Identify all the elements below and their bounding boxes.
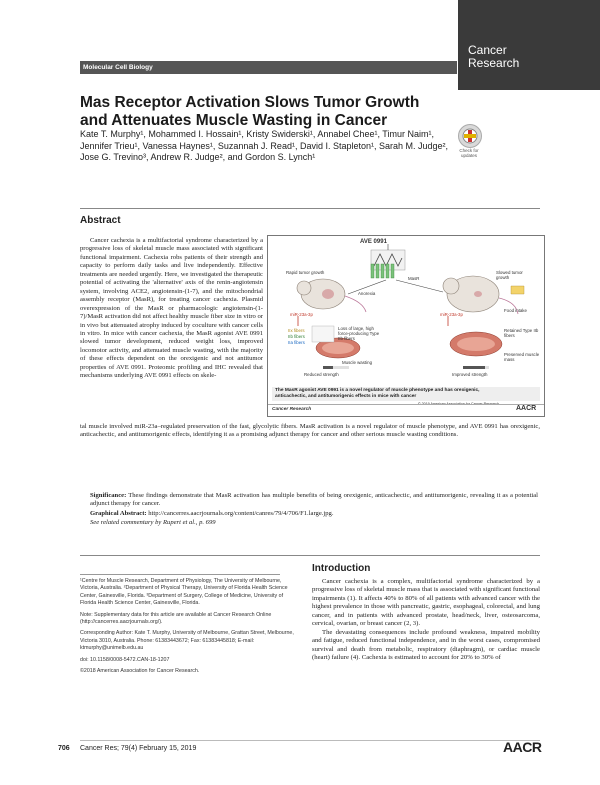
- ga-right-label: Slowed tumor growth: [496, 270, 523, 280]
- abstract-paragraph: Cancer cachexia is a multifactorial syndrome characterized by a progressive loss of skeletal muscle mass associated with significant functional impairment. Cachexia robs patients of their strength and capacity to perform daily tasks and live independently. Effective treatments are needed urgently. Here, we investigated the therapeutic potential of activating the 'alternative' axis of the renin-angiotensin system, involving ACE2, angiotensin-(1-7), and the mitochondrial assembly receptor (MasR), for treating cancer cachexia. Plasmid overexpression of the MasR or pharmacologic angiotensin-(1-7)/MasR activation did not affect healthy muscle fiber size in vitro or in vivo but attenuated atrophy induced by coculture with cancer cells in vitro. In mice with cancer cachexia, the MasR agonist AVE 0991 slowed tumor development, reduced weight loss, improved locomotor activity, and attenuated muscle wasting, with the majority of these effects dependent on the orexigenic and not antitumor properties of AVE 0991. Proteomic profiling and IHC revealed that mechanisms underlying AVE 0991 effects on skele-: [80, 237, 263, 380]
- affiliation-text: ¹Centre for Muscle Research, Department of Physiology, The University of Melbourne, Victoria, Australia. ²Department of Physical Therapy, University of Florida Health Science Center, Gainesville, Florida. ³Department of Surgery, College of Medicine, University of Florida Health Science Center, Gainesville, Florida.: [80, 578, 288, 607]
- ga-preserved-mass: Preserved muscle mass: [504, 352, 540, 362]
- section-divider: [80, 208, 540, 209]
- brand-line-1: Cancer: [468, 43, 507, 57]
- ga-caption-line-1: The MasR agonist AVE 0991 is a novel regulator of muscle phenotype and has orexigenic,: [275, 388, 480, 393]
- ga-caption-line-2: anticachectic, and antitumorigenic effects in mice with cancer: [275, 394, 417, 399]
- graphical-abstract-illustration: [268, 236, 544, 386]
- ga-left-label: Rapid tumor growth: [286, 270, 325, 275]
- article-title: Mas Receptor Activation Slows Tumor Growth and Attenuates Muscle Wasting in Cancer: [80, 94, 420, 129]
- brand-line-2: Research: [468, 56, 520, 70]
- ga-food-intake-label: Food intake: [504, 308, 527, 313]
- supplementary-note: Note: Supplementary data for this article are available at Cancer Research Online (http://cancerres.aacrjournals.org/).: [80, 611, 272, 626]
- ga-drug-label: AVE 0991: [360, 239, 387, 245]
- category-bar: [80, 61, 457, 74]
- ga-footer-logo: AACR: [516, 405, 537, 412]
- introduction-heading: Introduction: [312, 563, 371, 574]
- related-commentary[interactable]: See related commentary by Rupert et al., p. 699: [90, 519, 216, 526]
- graphical-abstract-label: Graphical Abstract:: [90, 510, 147, 517]
- ga-caption: [272, 387, 540, 401]
- ga-improved-strength: Improved strength: [452, 372, 488, 377]
- crossmark-icon[interactable]: [458, 124, 482, 148]
- ga-mirna-right: miR-23a-3p: [440, 312, 463, 317]
- ga-fiber-iib: IIb fibers: [288, 334, 305, 339]
- ga-fiber-iix: IIx fibers: [288, 328, 305, 333]
- doi[interactable]: doi: 10.1158/0008-5472.CAN-18-1207: [80, 656, 170, 663]
- ga-reduced-strength: Reduced strength: [304, 372, 339, 377]
- ga-footer: [268, 404, 544, 417]
- intro-paragraph-1: Cancer cachexia is a complex, multifactorial syndrome characterized by a progressive loss of skeletal muscle mass that is associated with significant functional impairments (1). It affects 40% to 80% of all patients with advanced cancer with the highest prevalence in those with pancreatic, gastric, esophageal, colorectal, and lung cancer, and in patients with advanced prostate, head/neck, liver, osteosarcoma, cervical, ovarian, or breast cancer (2, 3).: [312, 578, 540, 628]
- affiliations-block: [80, 578, 295, 675]
- graphical-abstract-url[interactable]: http://cancerres.aacrjournals.org/content/canres/79/4/706/F1.large.jpg.: [148, 510, 334, 517]
- footer-divider: [80, 740, 540, 741]
- significance-label: Significance:: [90, 492, 127, 499]
- crossmark-label[interactable]: Check for updates: [459, 148, 479, 158]
- graphical-abstract: [267, 235, 545, 417]
- affiliation-divider: [80, 574, 280, 575]
- section-divider: [80, 555, 540, 556]
- abstract-text: [80, 237, 263, 381]
- significance-block: [90, 492, 538, 509]
- abstract-heading: Abstract: [80, 215, 121, 226]
- page-number: 706: [58, 745, 70, 752]
- graphical-abstract-link-block: [90, 510, 538, 518]
- ga-footer-journal: Cancer Research: [272, 407, 312, 412]
- journal-brand-block: [458, 0, 600, 90]
- introduction-text: [312, 578, 540, 663]
- category-label: Molecular Cell Biology: [83, 64, 153, 71]
- ga-loss-text: Loss of large, high force-producing Type IIb fibers: [338, 326, 380, 341]
- author-list: Kate T. Murphy¹, Mohammed I. Hossain¹, Kristy Swiderski¹, Annabel Chee¹, Timur Naim¹, Jennifer Trieu¹, Vanessa Haynes¹, Suzannah J. Read¹, David I. Stapleton¹, Sarah M. Judge², Jose G. Trevino³, Andrew R. Judge², and Gordon S. Lynch¹: [80, 129, 449, 162]
- journal-citation: Cancer Res; 79(4) February 15, 2019: [80, 745, 197, 752]
- aacr-logo: AACR: [503, 739, 542, 755]
- ga-copyright: © 2019 American Association for Cancer Research: [418, 402, 499, 406]
- ga-retained-fibers: Retained Type IIb fibers: [504, 328, 539, 338]
- corresponding-author: Corresponding Author: Kate T. Murphy, University of Melbourne, Grattan Street, Melbourne, Victoria 3010, Australia. Phone: 61383443672; Fax: 61383445818; E-mail: ktmurphy@unimelb.edu.au: [80, 630, 294, 652]
- ga-anorexia-label: Anorexia: [358, 291, 376, 296]
- significance-text: These findings demonstrate that MasR activation has multiple benefits of being orexigenic, anticachectic, and antitumorigenic, revealing it as a potential adjunct therapy for cancer.: [90, 492, 538, 508]
- ga-muscle-wasting: Muscle wasting: [342, 360, 373, 365]
- ga-fiber-iia: IIa fibers: [288, 340, 305, 345]
- copyright-note: ©2018 American Association for Cancer Research.: [80, 668, 200, 675]
- intro-paragraph-2: The devastating consequences include profound weakness, impaired mobility and fatigue, reduced functional independence, and in the worst cases, compromised survival and death from metabolic, respiratory (diaphragm), or cardiac muscle (heart) failure (4). Cachexia is estimated to account for 20% to 30% of: [312, 628, 540, 662]
- ga-receptor-label: MasR: [408, 276, 420, 281]
- ga-mirna-left: miR-23a-3p: [290, 312, 313, 317]
- abstract-continuation: tal muscle involved miR-23a–regulated preservation of the fast, glycolytic fibers. MasR activation is a novel regulator of muscle phenotype, and AVE 0991 has orexigenic, anticachectic, and antitumorigenic effects, identifying it as a promising adjunct therapy for cancer and other serious muscle wasting conditions.: [80, 423, 540, 439]
